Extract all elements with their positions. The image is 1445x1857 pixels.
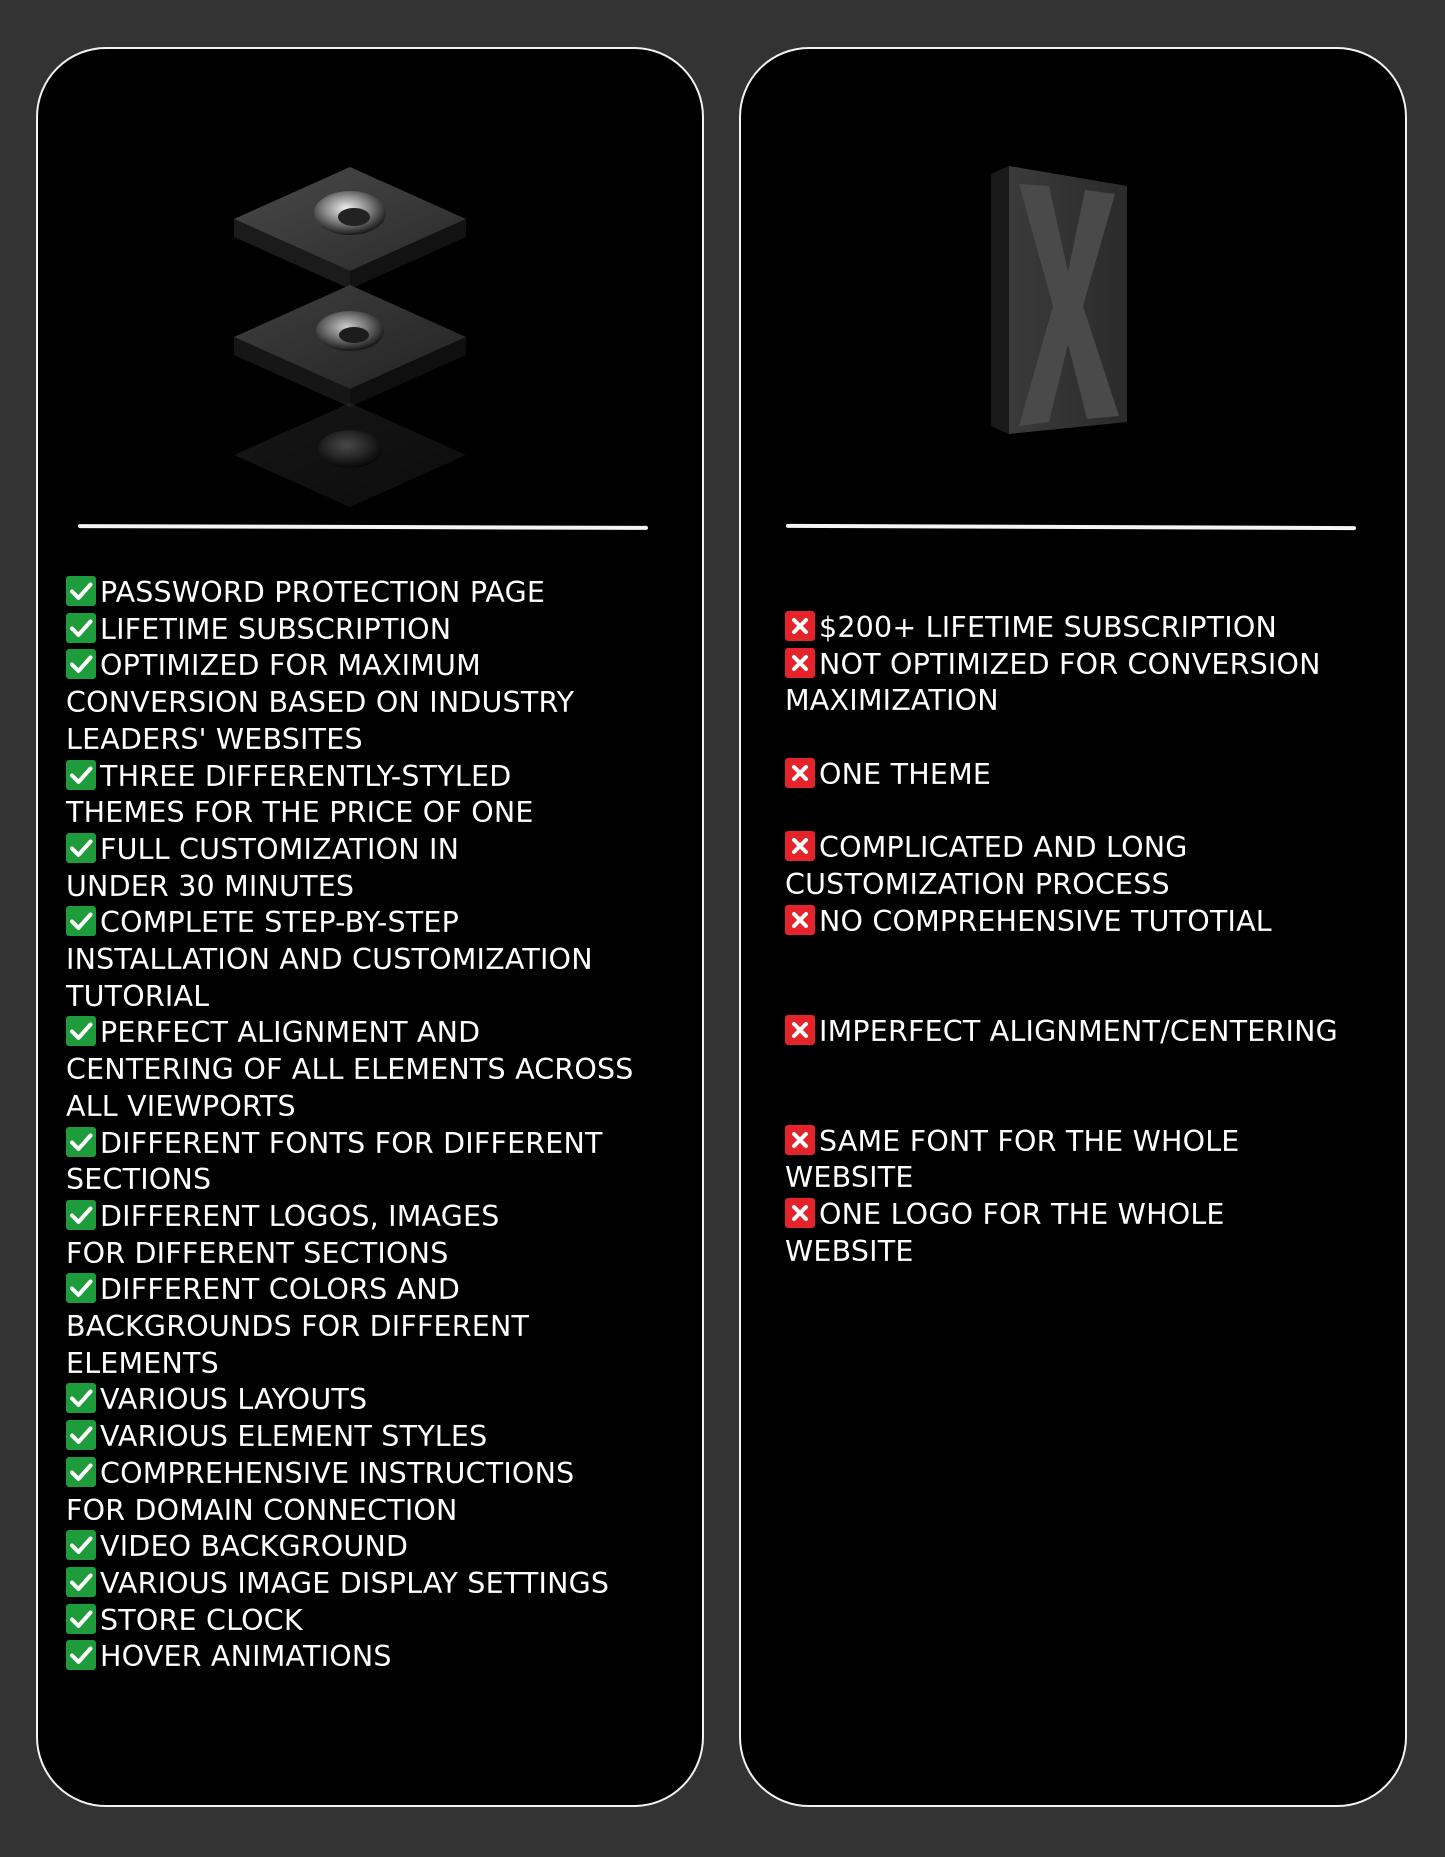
stacked-devices-image	[234, 115, 466, 515]
item-text: VARIOUS LAYOUTS	[100, 1383, 368, 1417]
cross-icon	[785, 1125, 815, 1155]
check-icon	[66, 1640, 96, 1670]
cross-icon	[785, 1015, 815, 1045]
list-item	[66, 612, 686, 649]
x-box-image	[979, 164, 1139, 444]
check-icon	[66, 906, 96, 936]
drawback-list	[785, 610, 1395, 1271]
item-text-continued: FOR DIFFERENT SECTIONS	[66, 1236, 449, 1270]
item-text: VIDEO BACKGROUND	[100, 1530, 409, 1564]
list-item	[66, 1603, 686, 1640]
list-item	[785, 610, 1395, 647]
list-item	[66, 1456, 686, 1529]
check-icon	[66, 649, 96, 679]
list-item	[785, 1197, 1395, 1270]
item-text: FULL CUSTOMIZATION IN	[100, 832, 460, 866]
feature-list	[66, 575, 686, 1676]
list-item	[66, 759, 686, 832]
list-item	[66, 905, 686, 1015]
check-icon	[66, 1016, 96, 1046]
list-item	[785, 647, 1395, 720]
item-text: PERFECT ALIGNMENT AND	[100, 1016, 481, 1050]
cross-icon	[785, 611, 815, 641]
check-icon	[66, 1383, 96, 1413]
item-text-continued: INSTALLATION AND CUSTOMIZATION TUTORIAL	[66, 943, 593, 1013]
check-icon	[66, 760, 96, 790]
item-text-continued: WEBSITE	[785, 1234, 914, 1268]
item-text-continued: WEBSITE	[785, 1161, 914, 1195]
item-text-continued: BACKGROUNDS FOR DIFFERENT ELEMENTS	[66, 1310, 530, 1380]
item-text: NO COMPREHENSIVE TUTOTIAL	[819, 904, 1272, 938]
check-icon	[66, 576, 96, 606]
item-text: THREE DIFFERENTLY-STYLED	[100, 759, 512, 793]
list-item	[66, 1272, 686, 1382]
item-text-continued: SECTIONS	[66, 1163, 212, 1197]
item-text-continued: THEMES FOR THE PRICE OF ONE	[66, 796, 534, 830]
item-text-continued: CENTERING OF ALL ELEMENTS ACROSS ALL VIEWPORTS	[66, 1053, 634, 1123]
list-item	[785, 1124, 1395, 1197]
list-item	[66, 1015, 686, 1125]
list-item	[785, 1014, 1395, 1051]
check-icon	[66, 1273, 96, 1303]
divider-line	[78, 524, 648, 530]
item-text: COMPREHENSIVE INSTRUCTIONS	[100, 1456, 575, 1490]
cross-icon	[785, 831, 815, 861]
list-item	[785, 830, 1395, 903]
check-icon	[66, 1530, 96, 1560]
list-item	[66, 648, 686, 758]
list-item	[785, 757, 1395, 794]
list-item	[66, 1419, 686, 1456]
list-item	[66, 1566, 686, 1603]
cross-icon	[785, 758, 815, 788]
right-comparison-card	[739, 47, 1407, 1807]
check-icon	[66, 613, 96, 643]
check-icon	[66, 1127, 96, 1157]
list-item	[66, 1126, 686, 1199]
item-text: STORE CLOCK	[100, 1603, 303, 1637]
item-text: SAME FONT FOR THE WHOLE	[819, 1124, 1240, 1158]
check-icon	[66, 1420, 96, 1450]
check-icon	[66, 1457, 96, 1487]
item-text-continued: CONVERSION BASED ON INDUSTRY LEADERS' WEBSITES	[66, 686, 575, 756]
check-icon	[66, 1200, 96, 1230]
item-text: DIFFERENT COLORS AND	[100, 1273, 461, 1307]
item-text: IMPERFECT ALIGNMENT/CENTERING	[819, 1014, 1338, 1048]
item-text: $200+ LIFETIME SUBSCRIPTION	[819, 611, 1277, 644]
cross-icon	[785, 905, 815, 935]
item-text: OPTIMIZED FOR MAXIMUM	[100, 649, 481, 683]
item-text: COMPLICATED AND LONG	[819, 831, 1188, 865]
list-item	[785, 904, 1395, 941]
cross-icon	[785, 1198, 815, 1228]
item-text: ONE LOGO FOR THE WHOLE	[819, 1198, 1225, 1232]
item-text: PASSWORD PROTECTION PAGE	[100, 576, 546, 609]
list-item	[66, 1199, 686, 1272]
item-text: DIFFERENT FONTS FOR DIFFERENT	[100, 1126, 603, 1160]
left-comparison-card	[36, 47, 704, 1807]
item-text: VARIOUS ELEMENT STYLES	[100, 1420, 488, 1454]
item-text: HOVER ANIMATIONS	[100, 1640, 392, 1674]
list-item	[66, 1529, 686, 1566]
item-text: DIFFERENT LOGOS, IMAGES	[100, 1199, 500, 1233]
item-text: NOT OPTIMIZED FOR CONVERSION	[819, 647, 1321, 681]
item-text-continued: FOR DOMAIN CONNECTION	[66, 1493, 458, 1527]
item-text: LIFETIME SUBSCRIPTION	[100, 612, 452, 646]
check-icon	[66, 833, 96, 863]
item-text: ONE THEME	[819, 757, 992, 791]
item-text: COMPLETE STEP-BY-STEP	[100, 906, 460, 940]
item-text-continued: CUSTOMIZATION PROCESS	[785, 867, 1170, 901]
divider-line	[786, 524, 1356, 530]
item-text: VARIOUS IMAGE DISPLAY SETTINGS	[100, 1566, 610, 1600]
check-icon	[66, 1604, 96, 1634]
list-item	[66, 832, 686, 905]
list-item	[66, 1639, 686, 1676]
cross-icon	[785, 648, 815, 678]
item-text-continued: MAXIMIZATION	[785, 684, 999, 718]
item-text-continued: UNDER 30 MINUTES	[66, 869, 355, 903]
list-item	[66, 575, 686, 612]
list-item	[66, 1382, 686, 1419]
check-icon	[66, 1567, 96, 1597]
